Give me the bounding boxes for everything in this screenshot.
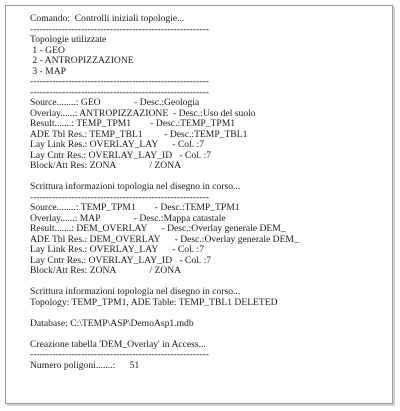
overlay-block-att-line: Block/Att Res: ZONA / ZONA — [30, 161, 182, 171]
console-output-panel — [5, 5, 393, 404]
polygon-count-line: Numero poligoni.......: 51 — [30, 360, 140, 371]
overlay-result-line: Result.......: TEMP_TPM1 - Desc.:TEMP_TPM1 — [30, 119, 236, 129]
topology-deleted-line: Topology: TEMP_TPM1, ADE Table: TEMP_TBL1 DELETED — [30, 297, 278, 308]
command-line: Comando: Controlli iniziali topologie... — [30, 14, 185, 24]
writing-topology-line: Scrittura informazioni topologia nel disegno in corso... — [30, 287, 241, 297]
overlay-source-line: Source........: GEO - Desc.:Geologia — [30, 98, 200, 108]
creating-table-line: Creazione tabella 'DEM_Overlay' in Access... — [30, 339, 206, 350]
database-path-line: Database: C:\TEMP\ASP\DemoAsp1.mdb — [30, 318, 194, 329]
divider: -------------------------------------------------------- — [30, 24, 209, 35]
overlay-lay-link-line: Lay Link Res.: OVERLAY_LAY - Col. :7 — [30, 140, 205, 150]
topology-item: 2 - ANTROPIZZAZIONE — [30, 56, 134, 66]
console-log — [30, 14, 388, 371]
writing-topology-line: Scrittura informazioni topologia nel disegno in corso... — [30, 182, 241, 192]
overlay-lay-link-line: Lay Link Res.: OVERLAY_LAY - Col. :7 — [30, 245, 205, 255]
overlay-lay-cntr-line: Lay Cntr Res.: OVERLAY_LAY_ID - Col. :7 — [30, 255, 212, 266]
overlay-overlay-line: Overlay......: MAP - Desc.:Mappa catastale — [30, 213, 226, 224]
overlay-result-line: Result.......: DEM_OVERLAY - Desc.:Overlay generale DEM_ — [30, 224, 286, 234]
overlay-ade-table-line: ADE Tbl Res.: DEM_OVERLAY - Desc.:Overlay generale DEM_ — [30, 234, 299, 245]
overlay-overlay-line: Overlay......: ANTROPIZZAZIONE - Desc.:Uso del suolo — [30, 108, 256, 119]
overlay-block-att-line: Block/Att Res: ZONA / ZONA — [30, 266, 182, 276]
divider: -------------------------------------------------------- — [30, 350, 209, 360]
topologies-title: Topologie utilizzate — [30, 35, 107, 45]
divider: -------------------------------------------------------- — [30, 87, 209, 98]
divider: -------------------------------------------------------- — [30, 192, 209, 203]
overlay-ade-table-line: ADE Tbl Res.: TEMP_TBL1 - Desc.:TEMP_TBL1 — [30, 129, 248, 140]
topology-item: 1 - GEO — [30, 45, 65, 56]
divider: -------------------------------------------------------- — [30, 77, 209, 87]
overlay-lay-cntr-line: Lay Cntr Res.: OVERLAY_LAY_ID - Col. :7 — [30, 150, 212, 161]
overlay-source-line: Source........: TEMP_TPM1 - Desc.:TEMP_TPM1 — [30, 203, 240, 213]
topology-item: 3 - MAP — [30, 66, 66, 77]
